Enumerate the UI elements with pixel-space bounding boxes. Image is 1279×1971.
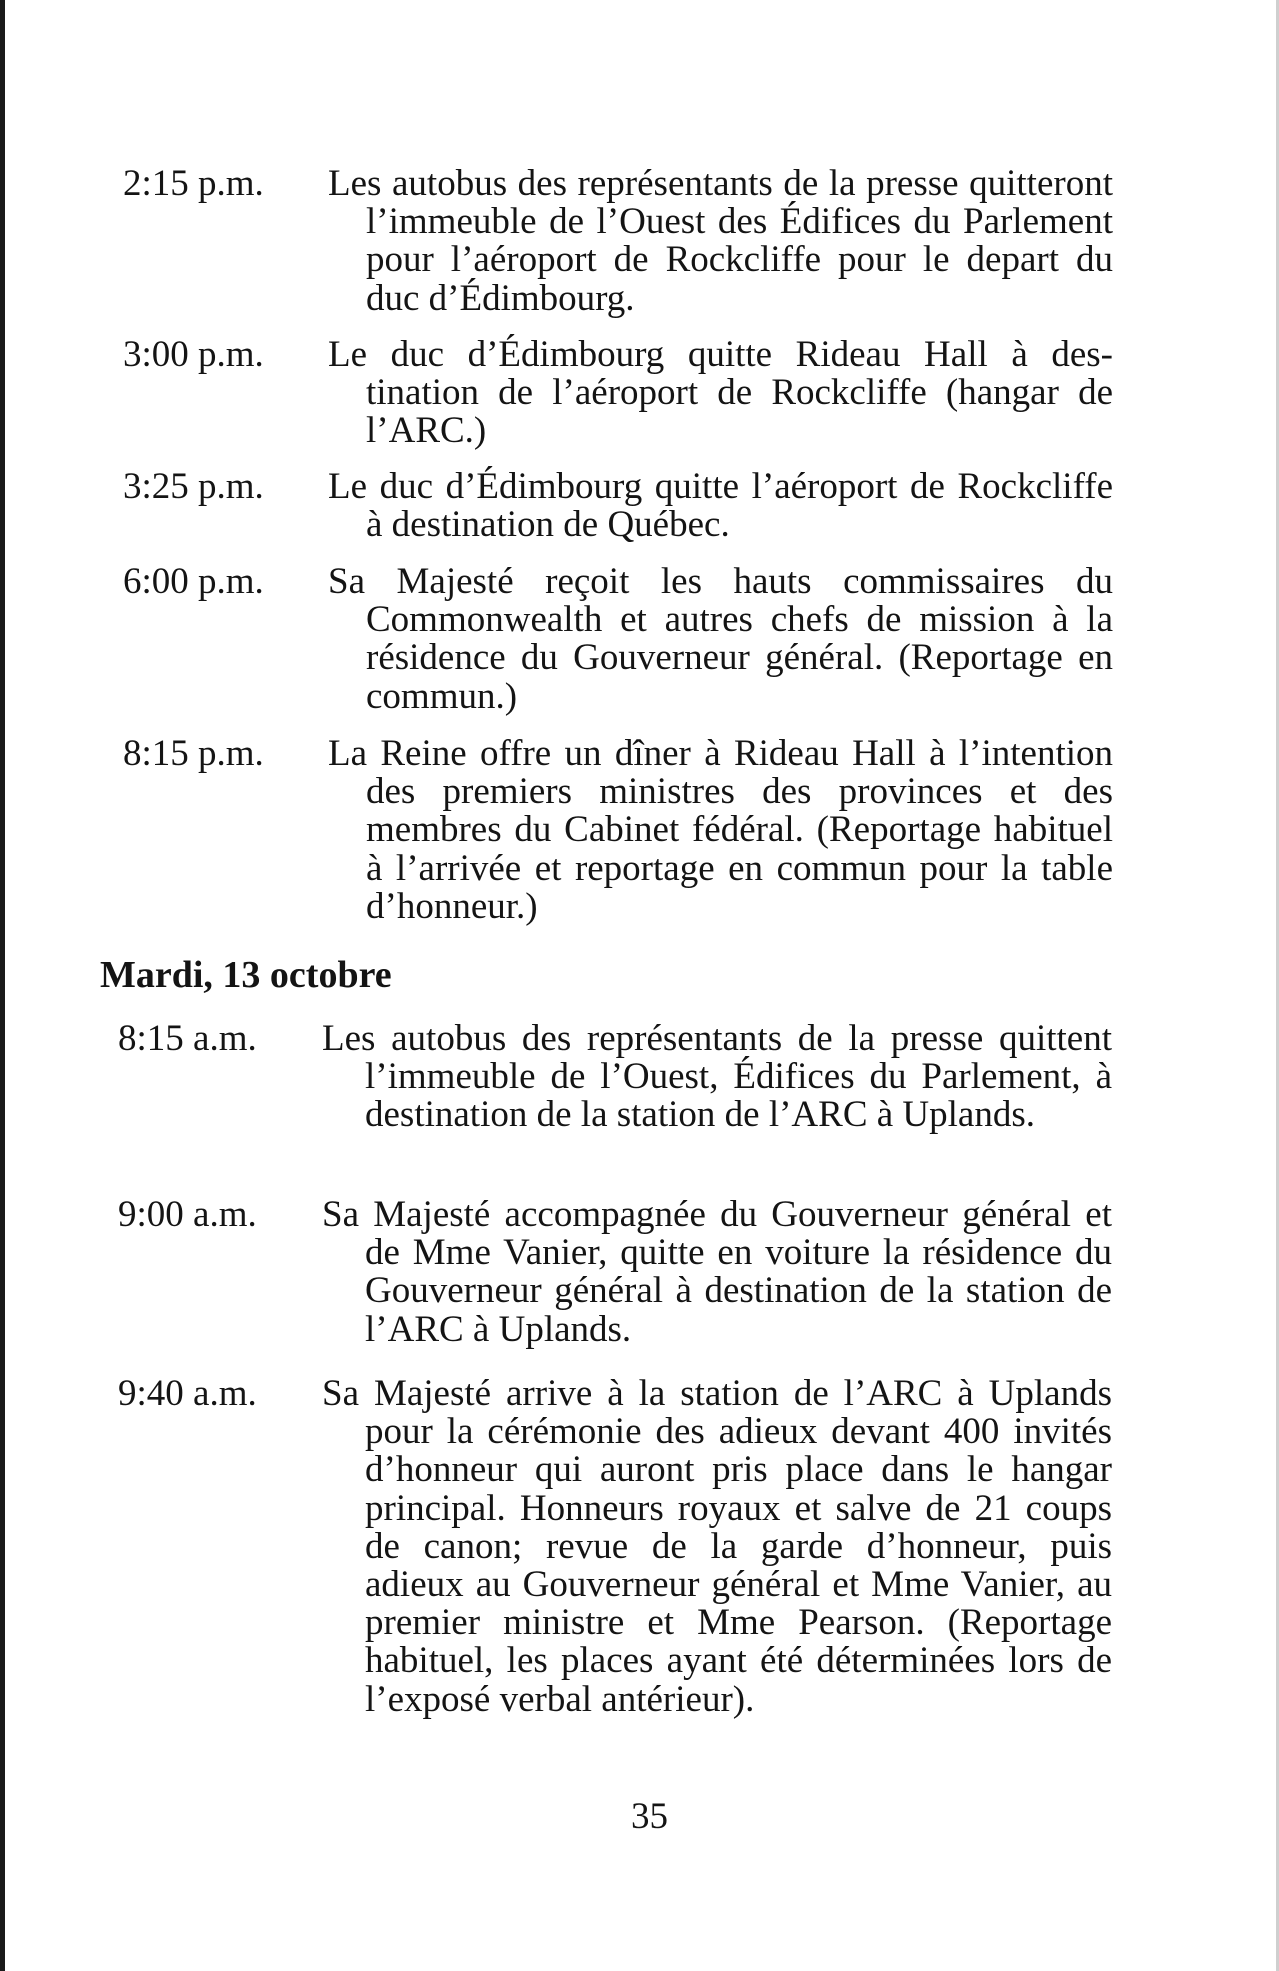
- entry-text: Les autobus des représentants de la presse quittent l’immeuble de l’Ouest, Édifices du Parlement, à destination de la station de l’ARC à Uplands.: [322, 1018, 1112, 1136]
- entry-time: 2:15 p.m.: [123, 163, 264, 204]
- entry-text: Sa Majesté accompagnée du Gouverneur général et de Mme Vanier, quitte en voiture la résidence du Gouverneur général à destination de la station de l’ARC à Uplands.: [322, 1194, 1112, 1350]
- day-heading: Mardi, 13 octobre: [100, 954, 392, 996]
- entry-text: Sa Majesté arrive à la station de l’ARC à Uplands pour la cérémonie des adieux devant 400 invités d’honneur qui auront pris place dans le hangar principal. Honneurs royaux et salve de 21 coups de canon; revue de la garde d’honneur, puis adieux au Gouverneur général et Mme Vanier, au premier ministre et Mme Pearson. (Reportage habituel, les places ayant été déterminées lors de l’exposé verbal antérieur).: [322, 1373, 1112, 1720]
- entry-text: Les autobus des représentants de la presse quitteront l’immeuble de l’Ouest des Édifices du Parlement pour l’aéroport de Rockcliffe pour le depart du duc d’Édimbourg.: [328, 163, 1113, 319]
- entry-time: 3:00 p.m.: [123, 334, 264, 375]
- entry-text: Sa Majesté reçoit les hauts commissaires du Commonwealth et autres chefs de mission à la résidence du Gouverneur général. (Reportage en commun.): [328, 561, 1113, 717]
- page-scan-left-edge: [0, 0, 5, 1971]
- entry-time: 3:25 p.m.: [123, 466, 264, 507]
- entry-text: Le duc d’Édimbourg quitte Rideau Hall à destination de l’aéroport de Rockcliffe (hangar de l’ARC.): [328, 334, 1113, 452]
- entry-time: 6:00 p.m.: [123, 561, 264, 602]
- entry-time: 9:40 a.m.: [118, 1373, 257, 1414]
- entry-time: 9:00 a.m.: [118, 1194, 257, 1235]
- entry-text: Le duc d’Édimbourg quitte l’aéroport de Rockcliffe à destination de Québec.: [328, 466, 1113, 546]
- entry-time: 8:15 a.m.: [118, 1018, 257, 1059]
- page-number: 35: [631, 1796, 668, 1837]
- entry-text: La Reine offre un dîner à Rideau Hall à l’intention des premiers ministres des provinces et des membres du Cabinet fédéral. (Reportage habituel à l’arrivée et reportage en commun pour la table d’honneur.): [328, 733, 1113, 927]
- entry-time: 8:15 p.m.: [123, 733, 264, 774]
